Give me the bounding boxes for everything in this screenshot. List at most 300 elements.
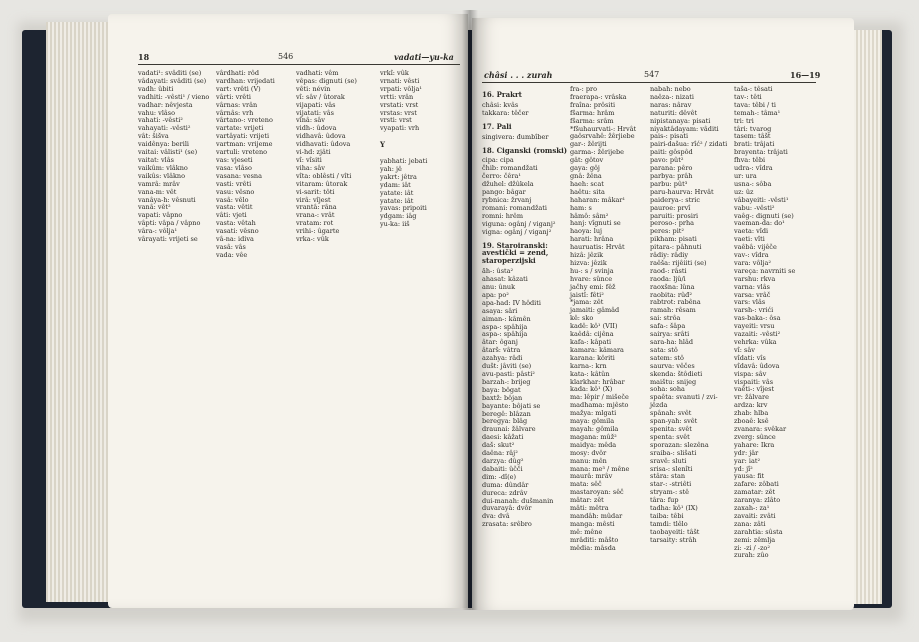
dictionary-entry: naras: nârav bbox=[650, 100, 692, 109]
dictionary-entry: vaêbâ: vijêče bbox=[734, 243, 777, 252]
dictionary-entry: vehrka: vûka bbox=[734, 338, 777, 346]
dictionary-entry: vaitat: vlâs bbox=[138, 155, 174, 164]
dictionary-entry: zurah: zûo bbox=[734, 551, 769, 560]
dictionary-entry: kê: sko bbox=[570, 314, 594, 323]
dictionary-entry: paru-haurva: Hrvât bbox=[650, 187, 714, 196]
dictionary-entry: vaêg-: dignuti (se) bbox=[734, 211, 794, 220]
left-column-4 bbox=[380, 70, 427, 229]
dictionary-entry: dui-manah: dušmanin bbox=[482, 496, 554, 505]
dictionary-entry: parbya: prâh bbox=[650, 171, 693, 180]
dictionary-entry: aspa-: spâhija bbox=[482, 322, 528, 331]
dictionary-entry: dim: -dî(e) bbox=[482, 472, 517, 481]
dictionary-entry: dabaiti: ûčči bbox=[482, 464, 523, 473]
dictionary-entry: kaêdâ: cijêna bbox=[570, 330, 614, 339]
dictionary-entry: vrkî: vûk bbox=[380, 69, 409, 77]
dictionary-entry: spenita: svêt bbox=[650, 424, 692, 433]
dictionary-entry: vasana: vesna bbox=[216, 171, 262, 180]
dictionary-entry: hu-: s / svinja bbox=[570, 266, 614, 275]
dictionary-entry: zi: -zi / -zo² bbox=[734, 543, 770, 552]
dictionary-entry: niyaktâdayam: vâditi bbox=[650, 124, 719, 133]
dictionary-entry: hvare: sûnce bbox=[570, 274, 613, 283]
dictionary-entry: *fšuhaurvati-: Hrvât bbox=[570, 124, 637, 133]
dictionary-entry: paiti: gôspôd bbox=[650, 148, 693, 157]
dictionary-entry: vârnas: vrân bbox=[216, 100, 258, 109]
dictionary-entry: sraiba-: slišati bbox=[650, 448, 697, 457]
dictionary-entry: yar: iat² bbox=[734, 456, 761, 465]
dictionary-entry: vratam: rot bbox=[296, 219, 334, 228]
dictionary-entry: vî: vîsiti bbox=[296, 155, 322, 164]
dictionary-entry: magana: mûž² bbox=[570, 432, 617, 441]
dictionary-entry: vârtano-: vreteno bbox=[216, 116, 273, 125]
dictionary-entry: hâmô: sâm² bbox=[570, 211, 609, 220]
dictionary-entry: ydgam: iâg bbox=[380, 212, 417, 221]
dictionary-entry: soha: soha bbox=[650, 385, 685, 394]
dictionary-entry: zana: zâti bbox=[734, 519, 766, 528]
dictionary-entry: târa: fup bbox=[650, 496, 679, 505]
dictionary-entry: kada: kô¹ (X) bbox=[570, 385, 613, 394]
dictionary-entry: vînâ: sâv bbox=[296, 116, 325, 125]
dictionary-entry: vaikûs: vlâkno bbox=[138, 171, 186, 180]
dictionary-entry: vârnâs: vrh bbox=[216, 108, 254, 117]
dictionary-entry: stâra: stan bbox=[650, 472, 686, 481]
dictionary-entry: beregya: blâg bbox=[482, 417, 528, 426]
dictionary-entry: naêza-: nizati bbox=[650, 92, 694, 101]
dictionary-entry: kamara: kâmara bbox=[570, 345, 624, 354]
dictionary-entry: vartman: vrijeme bbox=[216, 140, 273, 149]
dictionary-entry: star-: -striêti bbox=[650, 480, 692, 489]
dictionary-entry: maidya: mêda bbox=[570, 440, 617, 449]
dictionary-entry: zaxah-: za¹ bbox=[734, 504, 770, 513]
dictionary-entry: stryam-: stê bbox=[650, 488, 690, 497]
dictionary-entry: paiderya-: stric bbox=[650, 195, 701, 204]
dictionary-entry: vaeta: vîdi bbox=[734, 227, 769, 236]
dictionary-entry: vidh-: ûdova bbox=[296, 124, 337, 133]
section-heading: 17. Pali bbox=[482, 121, 512, 131]
right-header-rule bbox=[482, 82, 816, 83]
dictionary-entry: vâbayeiti: -vêsti¹ bbox=[734, 195, 789, 204]
dictionary-entry: baya: bôgat bbox=[482, 385, 521, 394]
dictionary-entry: vada: vêe bbox=[216, 250, 248, 259]
dictionary-entry: vasati: vêsno bbox=[216, 227, 259, 236]
dictionary-entry: usna-: sôba bbox=[734, 179, 772, 188]
dictionary-entry: pitara-: pâhnuti bbox=[650, 243, 702, 252]
dictionary-entry: aspa-: spâhija bbox=[482, 330, 528, 339]
dictionary-entry: tasem: tâšt bbox=[734, 132, 771, 141]
dictionary-entry: cipa: cipa bbox=[482, 156, 514, 165]
left-column-3 bbox=[296, 70, 357, 244]
dictionary-entry: zverg: sûnce bbox=[734, 432, 776, 441]
dictionary-entry: pavo: pût² bbox=[650, 156, 684, 165]
dictionary-entry: zvanara: svêkar bbox=[734, 424, 787, 433]
dictionary-entry: daêna: râj² bbox=[482, 449, 518, 458]
dictionary-entry: vidhavati: ûdova bbox=[296, 140, 351, 149]
dictionary-entry: vaêti-: vîjest bbox=[734, 385, 775, 394]
dictionary-entry: vahu: vlâso bbox=[138, 108, 176, 117]
dictionary-entry: vrnati: vêsti bbox=[380, 76, 420, 85]
dictionary-entry: spânah: svêt bbox=[650, 409, 692, 418]
dictionary-entry: brati: trâjati bbox=[734, 140, 775, 149]
dictionary-entry: vrana-: vrât bbox=[296, 211, 335, 220]
dictionary-entry: vanâ: vêt² bbox=[138, 203, 171, 212]
dictionary-entry: vaitai: vâlisti¹ (se) bbox=[138, 148, 198, 157]
right-page bbox=[472, 18, 854, 610]
dictionary-entry: yd: jî² bbox=[734, 464, 753, 473]
dictionary-entry: parana: pêro bbox=[650, 164, 693, 173]
dictionary-entry: vrihi-: ûgarte bbox=[296, 227, 340, 236]
left-column-1 bbox=[138, 70, 209, 244]
dictionary-entry: baxtž: bôjan bbox=[482, 393, 523, 402]
dictionary-entry: gât: gôtov bbox=[570, 156, 604, 165]
left-page-center-number: 546 bbox=[278, 52, 294, 61]
dictionary-entry: vr: žâlvare bbox=[734, 393, 769, 402]
dictionary-entry: anu: ûnuk bbox=[482, 283, 516, 292]
dictionary-entry: čhib: romandžati bbox=[482, 164, 538, 173]
dictionary-entry: viha: sâv bbox=[296, 163, 325, 172]
dictionary-entry: fšarma: srâm bbox=[570, 116, 614, 125]
dictionary-entry: mêdia: mâsda bbox=[570, 543, 616, 552]
dictionary-entry: barzah-: brijeg bbox=[482, 377, 531, 386]
dictionary-entry: fšarma: hrâm bbox=[570, 108, 615, 117]
dictionary-entry: manga: mêsti bbox=[570, 519, 615, 528]
dictionary-entry: pikham: pisati bbox=[650, 235, 697, 244]
dictionary-entry: vadhiti: -vêsti¹ / vieno bbox=[138, 92, 210, 101]
dictionary-entry: raêša: rijêiiti (se) bbox=[650, 258, 707, 267]
dictionary-entry: vitaram: ûtorak bbox=[296, 179, 348, 188]
dictionary-entry: mana: me³ / mêne bbox=[570, 464, 630, 473]
dictionary-entry: gar-: žêrijti bbox=[570, 140, 607, 149]
dictionary-entry: vîdati: vîs bbox=[734, 353, 766, 362]
dictionary-entry: vârti: vrêti bbox=[216, 92, 251, 101]
dictionary-entry: nipistanaya: pisati bbox=[650, 116, 711, 125]
dictionary-entry: zarahtia: sûsta bbox=[734, 527, 783, 536]
dictionary-entry: jaistî: fêti² bbox=[570, 290, 604, 299]
dictionary-entry: vijapati: vâs bbox=[296, 100, 336, 109]
dictionary-entry: vâra-: vôlja¹ bbox=[138, 227, 178, 236]
dictionary-entry: vrpati: vôlja¹ bbox=[380, 84, 422, 93]
dictionary-entry: madhama: mjêsto bbox=[570, 401, 629, 410]
dictionary-entry: mosy: dvôr bbox=[570, 448, 607, 457]
dictionary-entry: âtar: ôganj bbox=[482, 338, 518, 347]
dictionary-entry: ydr: jâr bbox=[734, 448, 759, 457]
dictionary-entry: âtarš: vâtra bbox=[482, 346, 521, 355]
dictionary-entry: mata: sêč bbox=[570, 480, 602, 489]
dictionary-entry: mê: mêne bbox=[570, 527, 603, 536]
dictionary-entry: draunai: žâlvare bbox=[482, 425, 536, 434]
dictionary-entry: vispaiti: vâs bbox=[734, 377, 774, 386]
dictionary-entry: jamaiti: gâmâd bbox=[570, 306, 620, 315]
dictionary-entry: romani: romandžati bbox=[482, 203, 547, 212]
dictionary-entry: daš: skut² bbox=[482, 441, 515, 450]
dictionary-entry: asaya: sâri bbox=[482, 306, 518, 315]
dictionary-entry: vi-hd: zjâti bbox=[296, 148, 331, 157]
dictionary-entry: harati: hrâna bbox=[570, 235, 614, 244]
dictionary-entry: varshu: rkva bbox=[734, 274, 776, 283]
dictionary-entry: kadê: kô¹ (VII) bbox=[570, 322, 618, 331]
dictionary-entry: apa: po² bbox=[482, 290, 509, 299]
dictionary-entry: romni: hrêm bbox=[482, 211, 524, 220]
dictionary-entry: hizâ: jêzik bbox=[570, 251, 604, 260]
dictionary-entry: vyapati: vrh bbox=[380, 124, 420, 133]
dictionary-entry: pauroe: prvî bbox=[650, 203, 691, 212]
dictionary-entry: vadhati: vêm bbox=[296, 69, 339, 77]
dictionary-entry: vidhavâ: ûdova bbox=[296, 132, 346, 141]
dictionary-entry: peres: pit² bbox=[650, 227, 685, 236]
dictionary-entry: raod-: râsti bbox=[650, 266, 687, 275]
dictionary-entry: sai: strôa bbox=[650, 314, 681, 323]
dictionary-entry: vayeiti: vrsu bbox=[734, 322, 775, 331]
dictionary-entry: raoxšna: lûna bbox=[650, 282, 695, 291]
dictionary-entry: taobayeiti: tâšt bbox=[650, 527, 700, 536]
dictionary-entry: ur: ura bbox=[734, 171, 757, 180]
dictionary-entry: duvarayâ: dvôr bbox=[482, 504, 532, 513]
dictionary-entry: varsa: vrâč bbox=[734, 290, 771, 299]
dictionary-entry: pairi-dašua: rîć² / zidati bbox=[650, 140, 728, 149]
dictionary-entry: vrtti: vrân bbox=[380, 92, 414, 101]
dictionary-entry: ardza: krv bbox=[734, 401, 768, 410]
dictionary-entry: vaidênya: berili bbox=[138, 140, 189, 149]
dictionary-entry: vâ-na: idiva bbox=[216, 235, 254, 244]
dictionary-entry: tadha: kô¹ (IX) bbox=[650, 504, 698, 513]
dictionary-entry: vadati¹: svâditi (se) bbox=[138, 69, 202, 77]
dictionary-entry: uz: ûz bbox=[734, 187, 754, 196]
dictionary-entry: mâti: mêtra bbox=[570, 504, 609, 513]
dictionary-entry: vahayati: -vêsti² bbox=[138, 124, 191, 133]
dictionary-entry: yavas: pripoiti bbox=[380, 204, 427, 213]
dictionary-entry: ramah: rêsam bbox=[650, 306, 696, 315]
dictionary-entry: vart: vrêti (V) bbox=[216, 84, 261, 93]
dictionary-entry: vazaiti: -vêsti² bbox=[734, 330, 781, 339]
dictionary-entry: vrstas: vrst bbox=[380, 108, 417, 117]
dictionary-entry: safa-: šâpa bbox=[650, 322, 686, 331]
dictionary-entry: gnâ: žêna bbox=[570, 171, 602, 180]
dictionary-entry: vi-sarit: tôti bbox=[296, 187, 335, 196]
dictionary-entry: vareça: navrniti se bbox=[734, 266, 796, 275]
dictionary-entry: takkara: têčer bbox=[482, 108, 529, 117]
dictionary-entry: yatate: iât bbox=[380, 188, 414, 197]
section-heading: 16. Prakrt bbox=[482, 90, 522, 99]
dictionary-entry: fraerapa-: vrâska bbox=[570, 92, 627, 101]
dictionary-entry: azahya: râdi bbox=[482, 354, 523, 363]
dictionary-entry: maištu: snijeg bbox=[650, 377, 697, 386]
dictionary-entry: taiba: têbi bbox=[650, 511, 684, 520]
dictionary-entry: *jama: zêt bbox=[570, 298, 604, 307]
right-page-center-number: 547 bbox=[644, 70, 660, 79]
dictionary-entry: vasâ: vêlo bbox=[216, 195, 249, 204]
dictionary-entry: ham: s bbox=[570, 203, 592, 212]
dictionary-entry: bayante: bôjati se bbox=[482, 401, 541, 410]
dictionary-entry: vât: šišva bbox=[138, 132, 169, 141]
dictionary-entry: jačhy emi: fêž bbox=[570, 282, 616, 291]
dictionary-entry: vî: sâv bbox=[734, 345, 755, 354]
dictionary-entry: duma: dûndâr bbox=[482, 480, 529, 489]
dictionary-entry: vêti: névin bbox=[296, 84, 331, 93]
dictionary-entry: mažya: mlgati bbox=[570, 409, 617, 418]
dictionary-entry: daesi: kâžati bbox=[482, 433, 524, 442]
dictionary-entry: vâti: vjeti bbox=[216, 211, 247, 220]
right-page-number: 16—19 bbox=[790, 70, 821, 80]
dictionary-entry: vârdhati: rôd bbox=[216, 69, 260, 77]
dictionary-entry: vaeman-da: do¹ bbox=[734, 219, 785, 228]
dictionary-entry bbox=[380, 133, 427, 141]
dictionary-entry: džuhel: džûkela bbox=[482, 180, 534, 189]
dictionary-entry: yabhati: jebati bbox=[380, 156, 428, 165]
left-page-running-head: vadati—yu-ka bbox=[394, 52, 454, 62]
dictionary-entry: vamrâ: mrâv bbox=[138, 179, 180, 188]
right-page-running-head: châsi . . . zurah bbox=[484, 70, 553, 80]
dictionary-entry: yausa: fit bbox=[734, 472, 765, 481]
dictionary-entry: naturiti: dêvêt bbox=[650, 108, 698, 117]
dictionary-entry: târi: tvarog bbox=[734, 124, 772, 133]
dictionary-entry: haêtu: sita bbox=[570, 187, 605, 196]
left-header-rule bbox=[138, 64, 460, 65]
dictionary-entry: tri: tri bbox=[734, 116, 754, 125]
dictionary-entry: tav-: têti bbox=[734, 92, 762, 101]
dictionary-entry: zemi: zêmlja bbox=[734, 535, 776, 544]
dictionary-entry: hauruatis: Hrvât bbox=[570, 243, 625, 252]
right-column-1 bbox=[482, 86, 577, 529]
dictionary-entry: vîta: oblêsti / vîti bbox=[296, 171, 352, 180]
dictionary-entry: raoda: ljû/i bbox=[650, 274, 686, 283]
dictionary-entry: vâpti: vâpa / vâpno bbox=[138, 219, 201, 228]
dictionary-entry: yakrt: jêtra bbox=[380, 172, 417, 181]
dictionary-entry: udra-: vîdra bbox=[734, 164, 773, 173]
dictionary-entry: vaikûm: vlâkno bbox=[138, 163, 188, 172]
dictionary-entry: virâ: vîjest bbox=[296, 195, 331, 204]
dictionary-entry: manu: mên bbox=[570, 456, 607, 465]
dictionary-entry: rabtrot: rabêna bbox=[650, 298, 701, 307]
dictionary-entry: vêpas: dignuti (se) bbox=[296, 76, 357, 85]
dictionary-entry: ma: lêpir / mišeče bbox=[570, 393, 629, 402]
dictionary-entry: vapati: vâpno bbox=[138, 211, 183, 220]
dictionary-entry: brayenta: trâjati bbox=[734, 148, 788, 157]
dictionary-entry: châsi: kvâs bbox=[482, 100, 519, 109]
left-column-2 bbox=[216, 70, 275, 260]
dictionary-entry: vî: sâv / ûtorak bbox=[296, 92, 345, 101]
dictionary-entry: vrsti: vrst bbox=[380, 116, 412, 125]
dictionary-entry: sara-ha: hlâd bbox=[650, 338, 694, 346]
dictionary-entry: haharan: mâkar¹ bbox=[570, 195, 626, 204]
dictionary-entry: vana-m: vêt bbox=[138, 187, 177, 196]
dictionary-entry: sravê: sluti bbox=[650, 456, 687, 465]
dictionary-entry: dva: dvâ bbox=[482, 512, 510, 521]
left-page bbox=[108, 14, 468, 608]
dictionary-entry: spenta: svêt bbox=[650, 432, 690, 441]
dictionary-entry: vara: vôlja² bbox=[734, 258, 771, 267]
dictionary-entry: vas: vjeseti bbox=[216, 155, 253, 164]
dictionary-entry: mandâh: mûdar bbox=[570, 511, 623, 520]
dictionary-entry: garma-: žêrijebe bbox=[570, 148, 624, 157]
dictionary-entry: vars: vlâs bbox=[734, 298, 766, 307]
dictionary-entry: vaeti: vîti bbox=[734, 235, 765, 244]
dictionary-entry: yatate: iât bbox=[380, 196, 414, 205]
dictionary-entry: spaêta: svanuti / zvi- bbox=[650, 393, 718, 402]
dictionary-entry: raobita: rûđ² bbox=[650, 290, 692, 299]
right-column-3 bbox=[650, 86, 727, 545]
dictionary-entry: vigna: ogânj / viganj² bbox=[482, 227, 552, 236]
dictionary-entry: avu-pasti: pâsti² bbox=[482, 370, 535, 378]
dictionary-entry: varna: vlâs bbox=[734, 282, 770, 291]
dictionary-entry: vartâyati: vrijeti bbox=[216, 132, 270, 141]
dictionary-entry: ahasat: kâzati bbox=[482, 275, 528, 284]
dictionary-entry: vasti: vrêti bbox=[216, 179, 252, 188]
dictionary-entry: zhab: hlba bbox=[734, 409, 769, 418]
dictionary-entry: vanâya-h: vêsnuti bbox=[138, 195, 196, 204]
dictionary-entry: vârayati: vrijeti se bbox=[138, 235, 198, 244]
dictionary-entry: haoya: luj bbox=[570, 227, 603, 236]
dictionary-entry: pais-: pisati bbox=[650, 132, 689, 141]
dictionary-entry: maurâ: mrâv bbox=[570, 472, 613, 481]
dictionary-entry: vadh: ûbiti bbox=[138, 84, 174, 93]
dictionary-entry: râdiy: râdiy bbox=[650, 251, 689, 260]
dictionary-entry: satem: stô bbox=[650, 353, 684, 362]
dictionary-entry: haeh: scat bbox=[570, 179, 604, 188]
dictionary-entry: vasa: vlâso bbox=[216, 163, 252, 172]
dictionary-entry: vasta: vêtit bbox=[216, 203, 253, 212]
dictionary-entry: mrâditi: mâšto bbox=[570, 535, 619, 544]
dictionary-entry: vardhan: vrijedati bbox=[216, 76, 275, 85]
dictionary-entry: maya: gômila bbox=[570, 417, 615, 426]
dictionary-entry: sairya: srâti bbox=[650, 330, 690, 339]
dictionary-entry: kata-: kâtûn bbox=[570, 369, 610, 378]
dictionary-entry: zrasata: srêbro bbox=[482, 520, 532, 529]
dictionary-entry: gaya: gôj bbox=[570, 164, 600, 173]
dictionary-entry: vas-baka-: ôsa bbox=[734, 314, 781, 323]
dictionary-entry: beregê: blâzan bbox=[482, 409, 531, 418]
dictionary-entry: apa-had: IV hôditi bbox=[482, 298, 541, 307]
dictionary-entry: dušt: jâviti (se) bbox=[482, 362, 532, 371]
dictionary-entry: vabu: -vêsti² bbox=[734, 203, 775, 212]
dictionary-entry: darzya: dûg² bbox=[482, 456, 524, 465]
dictionary-entry: mastaroyan: sêč bbox=[570, 488, 624, 497]
dictionary-entry: vasâ: vâs bbox=[216, 242, 246, 251]
dictionary-entry: vispa: sâv bbox=[734, 369, 767, 378]
dictionary-entry: pango: bâgar bbox=[482, 188, 526, 197]
dictionary-entry: rybnica: žrvanj bbox=[482, 195, 532, 204]
dictionary-entry: kafa-: kâpati bbox=[570, 338, 612, 346]
dictionary-entry: sporazan: slezêna bbox=[650, 440, 709, 449]
dictionary-entry: singivera: đumbîber bbox=[482, 132, 549, 141]
dictionary-entry: yu-ka: iiš bbox=[380, 220, 410, 229]
dictionary-entry: zavaiti: zvâti bbox=[734, 511, 776, 520]
dictionary-entry: vijatati: vâs bbox=[296, 108, 334, 117]
dictionary-entry: fhva: têbi bbox=[734, 156, 766, 165]
dictionary-entry: vîdavâ: ûdova bbox=[734, 361, 780, 370]
dictionary-entry: karna-: krn bbox=[570, 361, 607, 370]
dictionary-entry: gaôsrvahê: žêrjiebe bbox=[570, 132, 635, 141]
dictionary-entry: span-yah: svêt bbox=[650, 417, 698, 426]
dictionary-entry: zamatar: zêt bbox=[734, 488, 776, 497]
dictionary-entry: vartuli: vreteno bbox=[216, 148, 268, 157]
dictionary-entry: taša-: têsati bbox=[734, 85, 773, 93]
dictionary-entry: ydam: iât bbox=[380, 180, 411, 189]
dictionary-entry: mayah: gômila bbox=[570, 424, 619, 433]
dictionary-entry: mâtar: zêt bbox=[570, 496, 604, 505]
dictionary-entry: dureca: zdrâv bbox=[482, 488, 528, 497]
book-gutter-shadow bbox=[462, 10, 478, 610]
dictionary-entry: vâdayati: svâditi (se) bbox=[138, 76, 207, 85]
dictionary-entry: skenda: štôdieti bbox=[650, 369, 703, 378]
dictionary-entry: hizva: jêzik bbox=[570, 258, 607, 267]
dictionary-entry: vrka-: vûk bbox=[296, 235, 329, 244]
dictionary-entry: zaranya: zlâto bbox=[734, 496, 781, 505]
dictionary-entry: temah-: tâma¹ bbox=[734, 108, 781, 117]
dictionary-entry: vasta: vêtah bbox=[216, 219, 256, 228]
dictionary-entry: ăh-: ûsta² bbox=[482, 267, 514, 276]
dictionary-entry: vrantâ: râna bbox=[296, 203, 337, 212]
dictionary-entry: jêzda bbox=[650, 401, 668, 410]
dictionary-entry: klarkhar: hrâbar bbox=[570, 377, 625, 386]
dictionary-entry: paruiti: prosiri bbox=[650, 211, 699, 220]
